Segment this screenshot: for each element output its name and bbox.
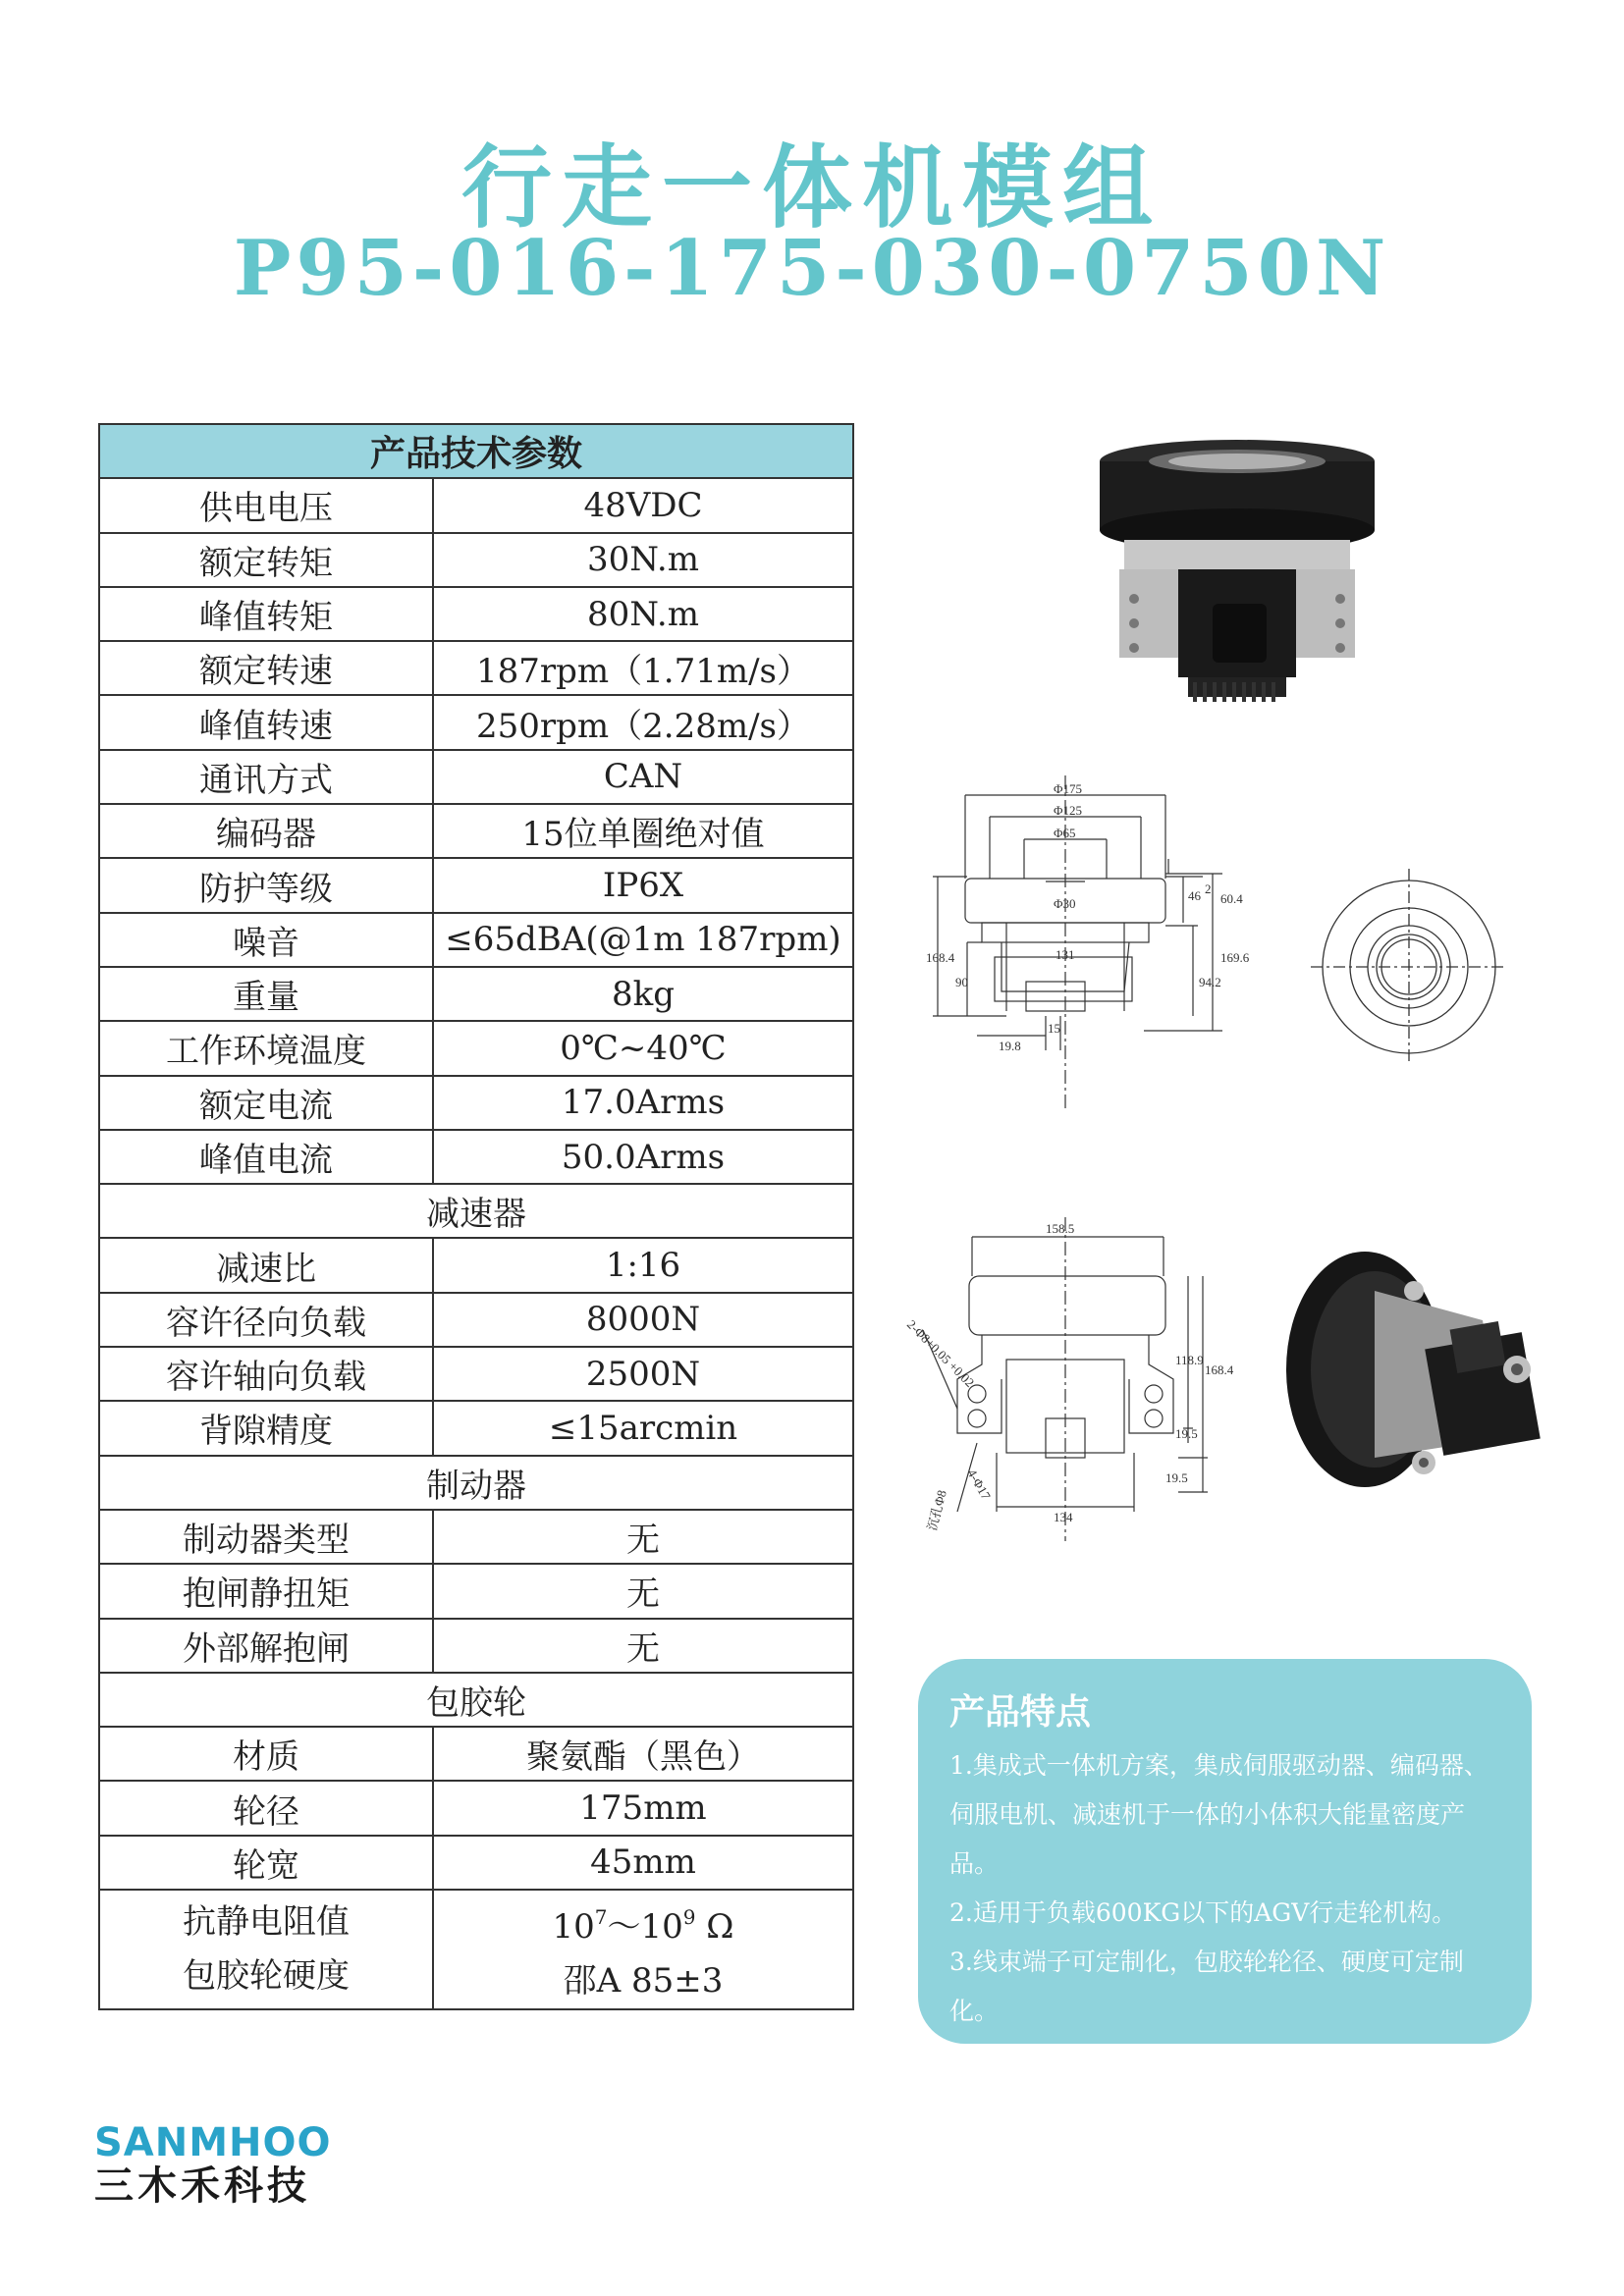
param-label: 通讯方式 (99, 750, 433, 804)
dim-w134: 134 (1054, 1510, 1073, 1524)
param-label: 额定转速 (99, 641, 433, 695)
param-label: 重量 (99, 967, 433, 1021)
dim-d65: Φ65 (1054, 826, 1076, 840)
table-row (99, 1510, 853, 1564)
param-label: 背隙精度 (99, 1401, 433, 1455)
param-label: 噪音 (99, 913, 433, 967)
dim-h90: 90 (955, 975, 968, 989)
table-row (99, 1564, 853, 1618)
param-label: 峰值转矩 (99, 587, 433, 641)
table-row (99, 750, 853, 804)
param-value: 8kg (433, 967, 853, 1021)
brand-logo (94, 2122, 332, 2209)
param-label: 额定转矩 (99, 533, 433, 587)
table-row (99, 1401, 853, 1455)
feature-item: 2.适用于负载600KG以下的AGV行走轮机构。 (949, 1898, 1457, 1927)
table-row (99, 858, 853, 912)
features-list (949, 1741, 1509, 2036)
param-value: 无 (433, 1619, 853, 1673)
product-photo (1090, 432, 1384, 717)
param-label: 容许轴向负载 (99, 1347, 433, 1401)
param-label: 材质 (99, 1727, 433, 1781)
table-row (99, 1781, 853, 1835)
dim-hole3: 沉孔Φ8 (924, 1488, 949, 1532)
param-value: 0℃~40℃ (433, 1021, 853, 1075)
param-label: 峰值电流 (99, 1130, 433, 1184)
resistance-unit: Ω (695, 1907, 734, 1948)
param-value: 187rpm（1.71m/s） (433, 641, 853, 695)
param-value: CAN (433, 750, 853, 804)
dim-h169-6: 169.6 (1220, 950, 1250, 965)
section-row (99, 1673, 853, 1727)
section-wheel: 包胶轮 (99, 1673, 853, 1727)
table-row (99, 1076, 853, 1130)
table-row (99, 913, 853, 967)
spec-table (98, 423, 854, 2010)
table-header-row (99, 424, 853, 478)
param-value: 30N.m (433, 533, 853, 587)
param-value: 2500N (433, 1347, 853, 1401)
features-title: 产品特点 (949, 1692, 1092, 1733)
param-value: 1:16 (433, 1238, 853, 1292)
features-panel (918, 1659, 1532, 2044)
param-value: ≤65dBA(@1m 187rpm) (433, 913, 853, 967)
param-label: 包胶轮硬度 (183, 1956, 350, 1997)
param-label-pair (99, 1890, 433, 2009)
feature-item: 1.集成式一体机方案，集成伺服驱动器、编码器、伺服电机、减速机于一体的小体积大能量密度产品。 (949, 1751, 1489, 1878)
section-reducer: 减速器 (99, 1184, 853, 1238)
param-value: 48VDC (433, 478, 853, 532)
dim-d125: Φ125 (1054, 803, 1083, 818)
param-label: 轮宽 (99, 1836, 433, 1890)
front-view-drawing (908, 766, 1262, 1119)
resistance-base: 10 (552, 1907, 595, 1948)
table-row (99, 587, 853, 641)
resistance-exp2: 9 (682, 1905, 696, 1930)
dim-h168-4b: 168.4 (1205, 1362, 1234, 1377)
section-row (99, 1456, 853, 1510)
dim-h2: 2 (1205, 881, 1212, 896)
param-label: 制动器类型 (99, 1510, 433, 1564)
param-value: 45mm (433, 1836, 853, 1890)
table-row (99, 533, 853, 587)
dim-h94-2: 94.2 (1199, 975, 1221, 989)
dim-w15: 15 (1048, 1021, 1060, 1036)
section-row (99, 1184, 853, 1238)
page-title: 行走一体机模组 (460, 135, 1163, 240)
table-row (99, 1347, 853, 1401)
resistance-exp1: 7 (594, 1905, 608, 1930)
param-label: 额定电流 (99, 1076, 433, 1130)
param-value: 无 (433, 1510, 853, 1564)
bottom-view-drawing (898, 1217, 1252, 1541)
dim-hole2: 4-Φ17 (964, 1467, 995, 1503)
feature-item: 3.线束端子可定制化，包胶轮轮径、硬度可定制化。 (949, 1948, 1464, 2025)
param-label: 工作环境温度 (99, 1021, 433, 1075)
table-row (99, 641, 853, 695)
dim-w158-5: 158.5 (1046, 1221, 1075, 1236)
param-label: 减速比 (99, 1238, 433, 1292)
dim-d175: Φ175 (1054, 781, 1083, 796)
model-number: P95-016-175-030-0750N (233, 224, 1391, 313)
param-label: 抗静电阻值 (183, 1902, 350, 1943)
param-value: 无 (433, 1564, 853, 1618)
param-value: 50.0Arms (433, 1130, 853, 1184)
param-label: 轮径 (99, 1781, 433, 1835)
param-label: 防护等级 (99, 858, 433, 912)
dim-h46: 46 (1188, 888, 1201, 903)
table-row (99, 695, 853, 749)
product-photo-angled (1267, 1232, 1561, 1507)
table-row (99, 1727, 853, 1781)
dim-w19-8: 19.8 (999, 1039, 1021, 1053)
param-value: 80N.m (433, 587, 853, 641)
param-label: 容许径向负载 (99, 1293, 433, 1347)
table-row (99, 1836, 853, 1890)
table-row (99, 1130, 853, 1184)
param-value: 175mm (433, 1781, 853, 1835)
param-value: 15位单圈绝对值 (433, 804, 853, 858)
param-label: 编码器 (99, 804, 433, 858)
param-value-pair (433, 1890, 853, 2009)
table-row (99, 1238, 853, 1292)
table-row (99, 478, 853, 532)
param-label: 抱闸静扭矩 (99, 1564, 433, 1618)
table-row (99, 1293, 853, 1347)
dim-h118-9: 118.9 (1175, 1353, 1204, 1367)
dim-h60-4: 60.4 (1220, 891, 1243, 906)
param-value: 聚氨酯（黑色） (433, 1727, 853, 1781)
table-row (99, 1021, 853, 1075)
param-value: 8000N (433, 1293, 853, 1347)
param-label: 峰值转速 (99, 695, 433, 749)
resistance-mid: ～10 (607, 1907, 683, 1948)
param-value (434, 1891, 852, 1954)
side-view-drawing (1311, 869, 1507, 1065)
dim-w131: 131 (1056, 947, 1075, 962)
param-value: ≤15arcmin (433, 1401, 853, 1455)
param-value: IP6X (433, 858, 853, 912)
param-label: 外部解抱闸 (99, 1619, 433, 1673)
table-header: 产品技术参数 (99, 424, 853, 478)
param-value: 250rpm（2.28m/s） (433, 695, 853, 749)
table-row (99, 804, 853, 858)
dim-h19-5a: 19.5 (1175, 1426, 1198, 1441)
dim-hole1: 2-Φ8+0.05 +0.02 (903, 1316, 978, 1390)
brand-logo-cn: 三木禾科技 (94, 2163, 310, 2209)
table-row (99, 1619, 853, 1673)
param-value: 邵A 85±3 (563, 1961, 724, 2002)
brand-logo-en: SANMHOO (94, 2120, 332, 2165)
table-row (99, 967, 853, 1021)
table-row (99, 1890, 853, 2009)
param-value: 17.0Arms (433, 1076, 853, 1130)
param-label: 供电电压 (99, 478, 433, 532)
dim-h19-5b: 19.5 (1165, 1470, 1188, 1485)
dim-h168-4: 168.4 (926, 950, 955, 965)
section-brake: 制动器 (99, 1456, 853, 1510)
dim-d30: Φ30 (1054, 896, 1076, 911)
